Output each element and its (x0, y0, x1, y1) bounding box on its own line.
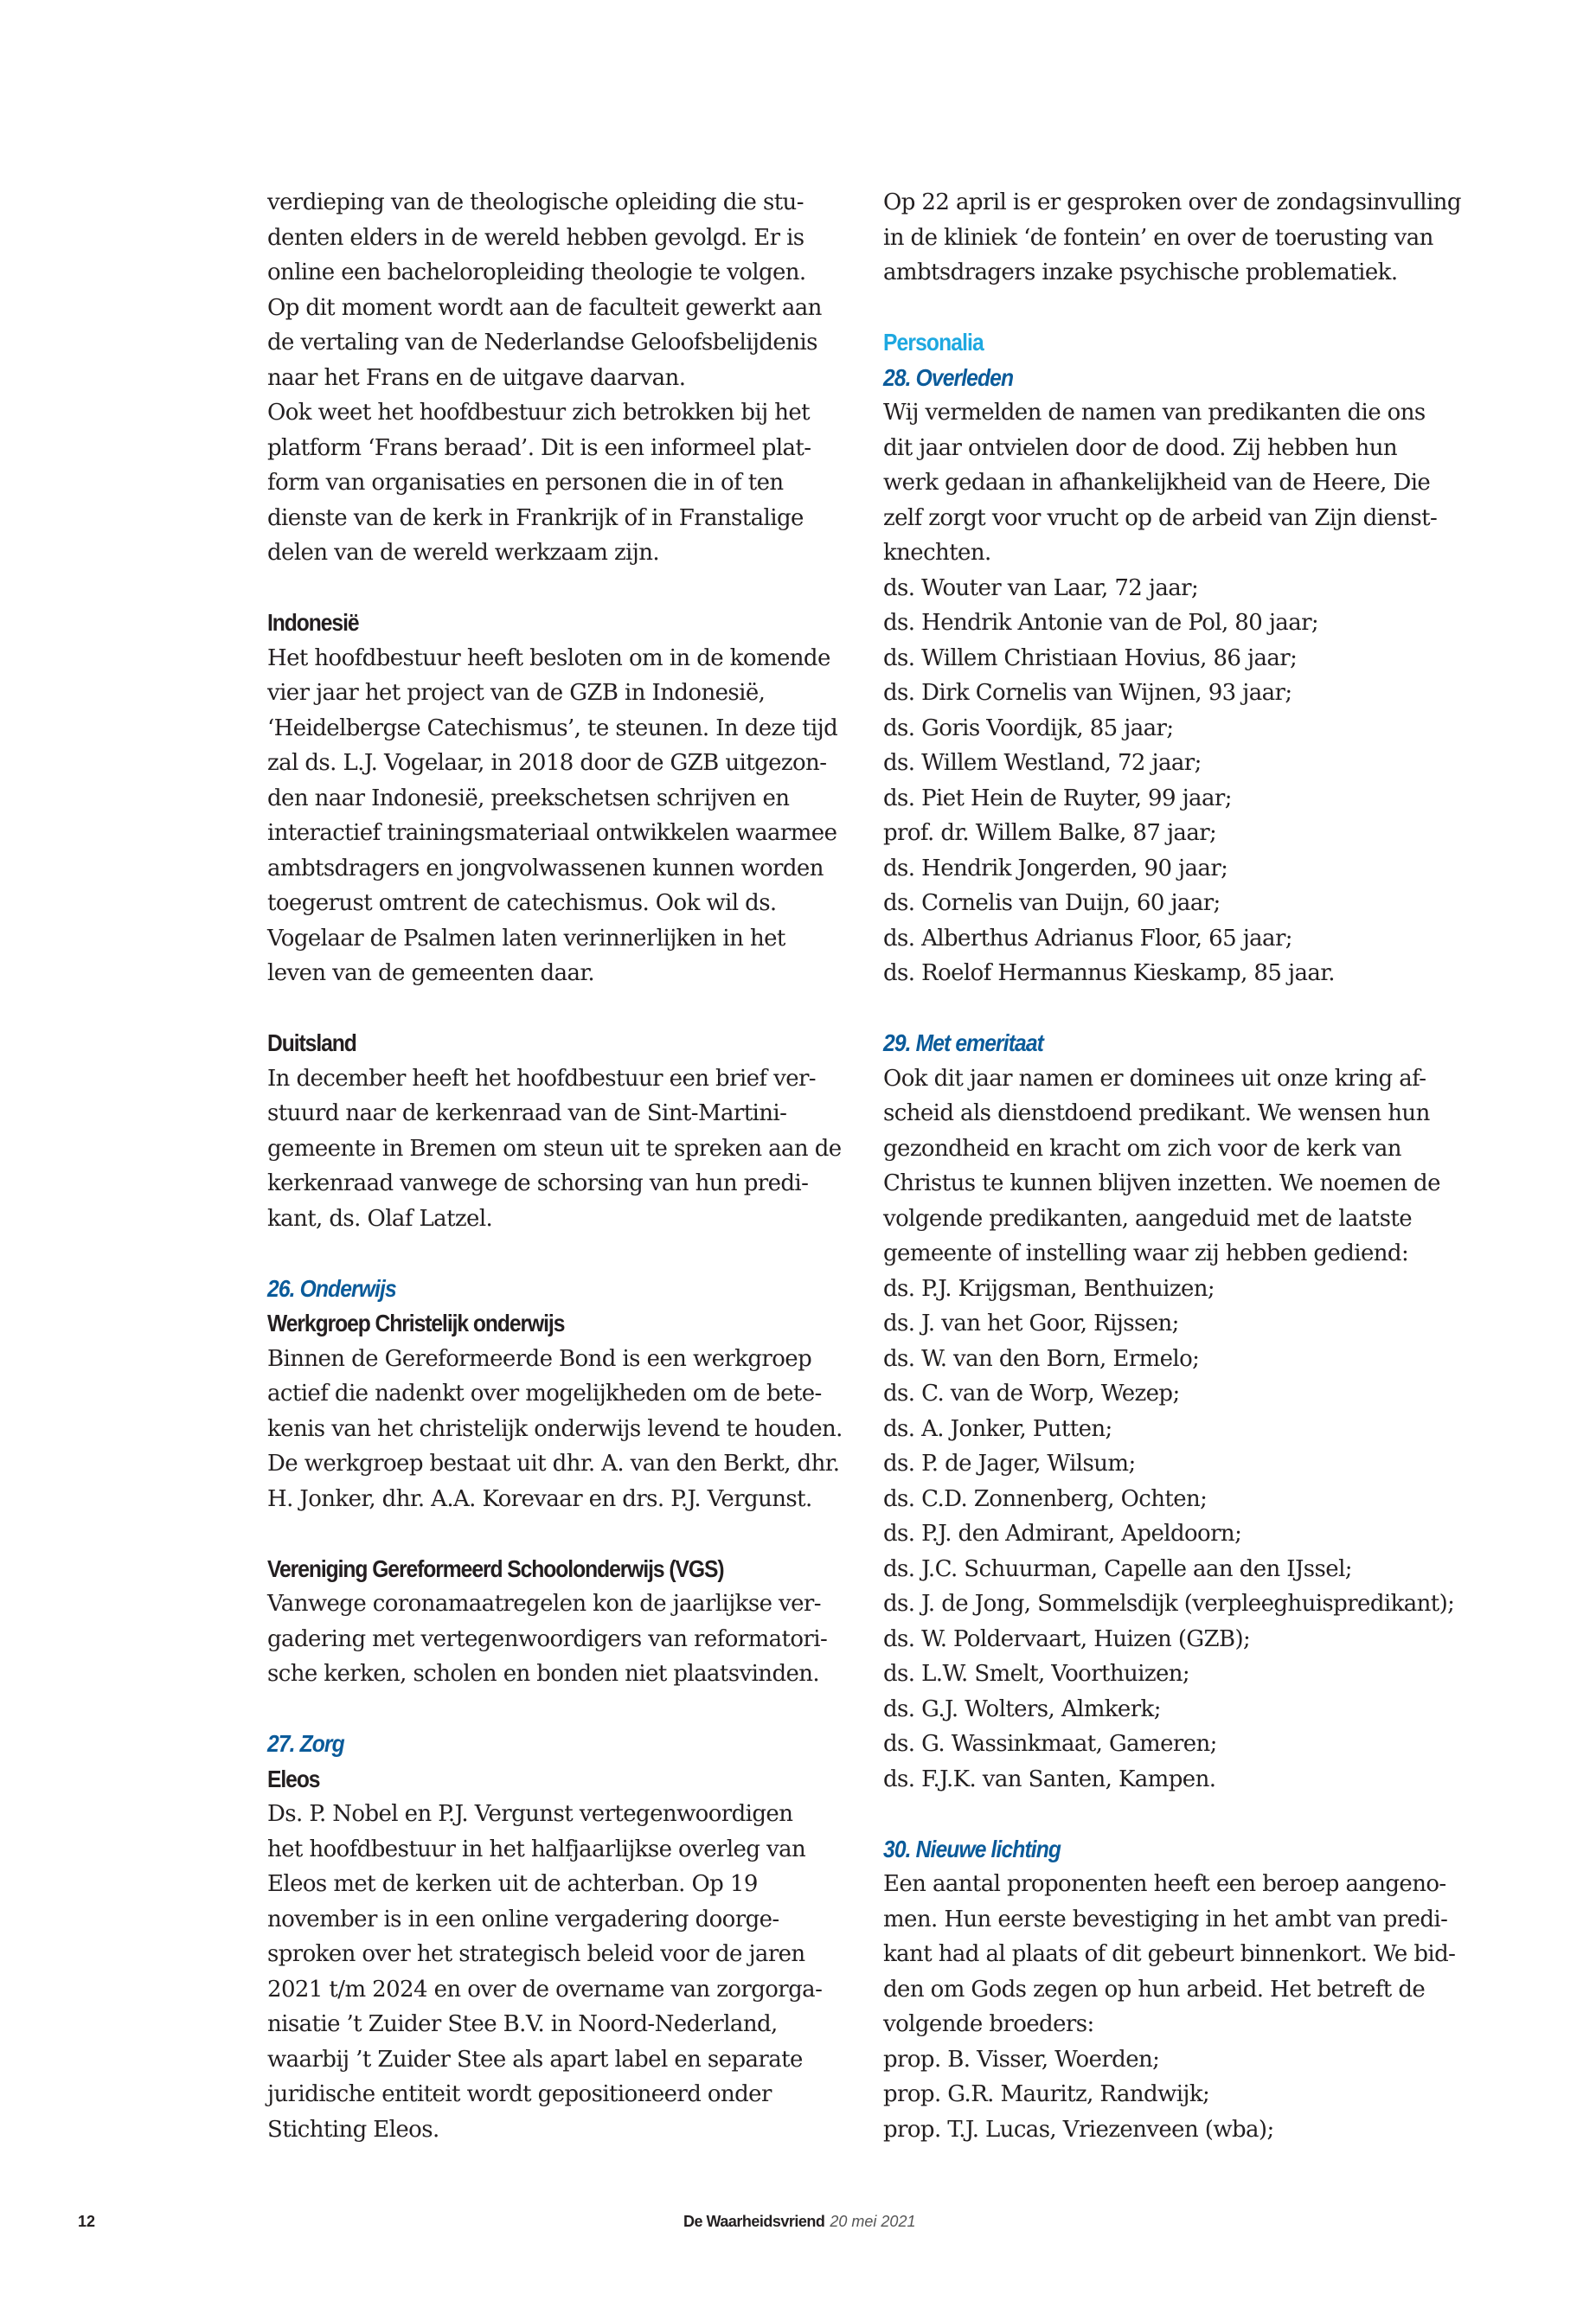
text-line: ds. A. Jonker, Putten; (883, 1415, 1112, 1442)
issue-date: 20 mei 2021 (830, 2213, 916, 2230)
text-line: ds. J. van het Goor, Rijssen; (883, 1311, 1179, 1336)
text-line: Ook dit jaar namen er dominees uit onze kring af- (883, 1065, 1426, 1092)
text-line: Ook weet het hoofdbestuur zich betrokken bij het (267, 400, 811, 426)
text-line: den naar Indonesië, preekschetsen schrijven en (267, 785, 790, 811)
text-line: ds. Willem Christiaan Hovius, 86 jaar; (883, 644, 1298, 671)
text-line: Binnen de Gereformeerde Bond is een werkgroep (267, 1345, 812, 1372)
text-line: platform ‘Frans beraad’. Dit is een informeel plat- (267, 434, 811, 461)
text-line: ds. P. de Jager, Wilsum; (883, 1451, 1136, 1477)
publication-name: De Waarheidsvriend (683, 2213, 825, 2230)
text-line: den om Gods zegen op hun arbeid. Het betreft de (883, 1976, 1426, 2003)
text-line: ds. Hendrik Antonie van de Pol, 80 jaar; (883, 610, 1319, 636)
text-line: kant, ds. Olaf Latzel. (267, 1205, 493, 1232)
text-line: Vogelaar de Psalmen laten verinnerlijken in het (267, 925, 785, 952)
text-line: ds. C.D. Zonnenberg, Ochten; (883, 1485, 1208, 1512)
text-line: vier jaar het project van de GZB in Indonesië, (267, 680, 766, 706)
text-line: ds. Goris Voordijk, 85 jaar; (883, 715, 1174, 741)
text-line: ds. P.J. den Admirant, Apeldoorn; (883, 1521, 1242, 1547)
page-number: 12 (78, 2213, 96, 2230)
section-heading: 28. Overleden (883, 363, 1014, 391)
text-line: ds. C. van de Worp, Wezep; (883, 1381, 1180, 1407)
text-line: zelf zorgt voor vrucht op de arbeid van Zijn dienst- (883, 504, 1438, 531)
text-line: ds. Dirk Cornelis van Wijnen, 93 jaar; (883, 680, 1292, 706)
text-line: ds. L.W. Smelt, Voorthuizen; (883, 1661, 1190, 1687)
text-line: ds. P.J. Krijgsman, Benthuizen; (883, 1275, 1215, 1302)
spacer (267, 571, 864, 606)
text-line: dit jaar ontvielen door de dood. Zij hebben hun (883, 434, 1397, 461)
text-line: ds. Piet Hein de Ruyter, 99 jaar; (883, 785, 1232, 811)
text-line: ds. W. van den Born, Ermelo; (883, 1345, 1200, 1372)
right-column (883, 185, 1480, 2147)
text-line: zal ds. L.J. Vogelaar, in 2018 door de GZB uitgezon- (267, 750, 827, 776)
text-line: waarbij ’t Zuider Stee als apart label en separate (267, 2046, 803, 2073)
text-line: Eleos met de kerken uit de achterban. Op 19 (267, 1871, 758, 1897)
text-line: werk gedaan in afhankelijkheid van de Heere, Die (883, 470, 1431, 496)
text-line: ds. Cornelis van Duijn, 60 jaar; (883, 890, 1221, 916)
spacer (883, 991, 1480, 1027)
text-line: prop. T.J. Lucas, Vriezenveen (wba); (883, 2116, 1274, 2143)
text-line: ds. F.J.K. van Santen, Kampen. (883, 1766, 1216, 1792)
text-line: toegerust omtrent de catechismus. Ook wil ds. (267, 890, 777, 916)
text-line: ds. Hendrik Jongerden, 90 jaar; (883, 855, 1228, 881)
text-line: ds. Wouter van Laar, 72 jaar; (883, 574, 1199, 601)
text-line: nisatie ’t Zuider Stee B.V. in Noord-Nederland, (267, 2011, 778, 2037)
footer-masthead (683, 2213, 915, 2231)
text-line: Stichting Eleos. (267, 2116, 439, 2143)
text-line: prop. B. Visser, Woerden; (883, 2046, 1160, 2073)
text-line: In december heeft het hoofdbestuur een brief ver- (267, 1065, 816, 1092)
text-line: ds. G.J. Wolters, Almkerk; (883, 1695, 1161, 1722)
category-heading: Personalia (883, 329, 984, 356)
section-heading: 27. Zorg (267, 1730, 344, 1757)
text-line: denten elders in de wereld hebben gevolgd. Er is (267, 224, 804, 251)
text-line: sproken over het strategisch beleid voor de jaren (267, 1941, 805, 1967)
text-line: kenis van het christelijk onderwijs levend te houden. (267, 1415, 843, 1442)
text-line: De werkgroep bestaat uit dhr. A. van den Berkt, dhr. (267, 1451, 840, 1477)
text-line: delen van de wereld werkzaam zijn. (267, 540, 660, 566)
text-line: prop. G.R. Mauritz, Randwijk; (883, 2081, 1210, 2107)
text-line: ds. Alberthus Adrianus Floor, 65 jaar; (883, 925, 1292, 952)
spacer (883, 291, 1480, 326)
text-line: H. Jonker, dhr. A.A. Korevaar en drs. P.J. Vergunst. (267, 1485, 812, 1512)
text-line: Op 22 april is er gesproken over de zondagsinvulling (883, 189, 1461, 215)
text-line: het hoofdbestuur in het halfjaarlijkse overleg van (267, 1836, 806, 1862)
text-line: interactief trainingsmateriaal ontwikkelen waarmee (267, 820, 837, 846)
text-line: prof. dr. Willem Balke, 87 jaar; (883, 820, 1217, 846)
text-line: sche kerken, scholen en bonden niet plaatsvinden. (267, 1661, 820, 1687)
text-line: online een bacheloropleiding theologie te volgen. (267, 260, 806, 285)
text-line: 2021 t/m 2024 en over de overname van zorgorga- (267, 1976, 823, 2003)
text-line: Het hoofdbestuur heeft besloten om in de komende (267, 644, 830, 671)
text-line: juridische entiteit wordt gepositioneerd onder (267, 2081, 772, 2107)
text-line: november is in een online vergadering doorge- (267, 1906, 779, 1932)
section-heading: 30. Nieuwe lichting (883, 1835, 1061, 1862)
text-line: de vertaling van de Nederlandse Geloofsbelijdenis (267, 330, 817, 356)
text-line: Vanwege coronamaatregelen kon de jaarlijkse ver- (267, 1591, 821, 1617)
text-line: actief die nadenkt over mogelijkheden om de bete- (267, 1381, 822, 1407)
text-line: ambtsdragers en jongvolwassenen kunnen worden (267, 855, 824, 881)
left-column (267, 185, 864, 2147)
text-line: gezondheid en kracht om zich voor de kerk van (883, 1135, 1401, 1162)
text-line: verdieping van de theologische opleiding die stu- (267, 189, 804, 215)
subheading: Duitsland (267, 1029, 356, 1056)
text-line: leven van de gemeenten daar. (267, 960, 595, 986)
text-line: Wij vermelden de namen van predikanten die ons (883, 400, 1426, 426)
text-line: ds. Roelof Hermannus Kieskamp, 85 jaar. (883, 960, 1335, 986)
text-line: gemeente in Bremen om steun uit te spreken aan de (267, 1135, 842, 1162)
spacer (267, 1516, 864, 1552)
text-line: knechten. (883, 540, 991, 566)
text-line: ds. J.C. Schuurman, Capelle aan den IJssel; (883, 1555, 1352, 1582)
spacer (883, 1797, 1480, 1832)
text-line: ambtsdragers inzake psychische problematiek. (883, 260, 1398, 285)
text-line: volgende predikanten, aangeduid met de laatste (883, 1205, 1413, 1232)
text-line: stuurd naar de kerkenraad van de Sint-Martini- (267, 1100, 787, 1126)
subheading: Eleos (267, 1765, 320, 1792)
text-line: naar het Frans en de uitgave daarvan. (267, 364, 686, 391)
text-line: Op dit moment wordt aan de faculteit gewerkt aan (267, 294, 822, 321)
subheading: Werkgroep Christelijk onderwijs (267, 1310, 565, 1336)
text-line: ds. W. Poldervaart, Huizen (GZB); (883, 1625, 1251, 1652)
text-line: volgende broeders: (883, 2011, 1094, 2037)
text-line: ds. Willem Westland, 72 jaar; (883, 750, 1202, 776)
section-heading: 29. Met emeritaat (883, 1029, 1043, 1056)
text-line: gadering met vertegenwoordigers van reformatori- (267, 1625, 828, 1652)
spacer (267, 1236, 864, 1272)
text-line: ds. J. de Jong, Sommelsdijk (verpleeghuispredikant); (883, 1591, 1455, 1617)
text-line: Ds. P. Nobel en P.J. Vergunst vertegenwoordigen (267, 1801, 793, 1827)
text-line: ds. G. Wassinkmaat, Gameren; (883, 1731, 1217, 1757)
text-line: kant had al plaats of dit gebeurt binnenkort. We bid- (883, 1941, 1456, 1967)
text-line: men. Hun eerste bevestiging in het ambt van predi- (883, 1906, 1448, 1932)
section-heading: 26. Onderwijs (267, 1274, 396, 1302)
text-line: dienste van de kerk in Frankrijk of in Franstalige (267, 504, 804, 531)
text-line: Een aantal proponenten heeft een beroep aangeno- (883, 1871, 1446, 1897)
text-line: ‘Heidelbergse Catechismus’, te steunen. In deze tijd (267, 715, 838, 741)
text-line: in de kliniek ‘de fontein’ en over de toerusting van (883, 224, 1433, 251)
subheading: Indonesië (267, 609, 359, 636)
subheading: Vereniging Gereformeerd Schoolonderwijs (VGS) (267, 1554, 724, 1582)
text-line: kerkenraad vanwege de schorsing van hun predi- (267, 1170, 809, 1196)
spacer (267, 991, 864, 1027)
text-line: form van organisaties en personen die in of ten (267, 470, 784, 496)
text-line: gemeente of instelling waar zij hebben gediend: (883, 1240, 1409, 1266)
spacer (267, 1692, 864, 1727)
text-line: scheid als dienstdoend predikant. We wensen hun (883, 1100, 1430, 1126)
text-line: Christus te kunnen blijven inzetten. We noemen de (883, 1170, 1440, 1196)
